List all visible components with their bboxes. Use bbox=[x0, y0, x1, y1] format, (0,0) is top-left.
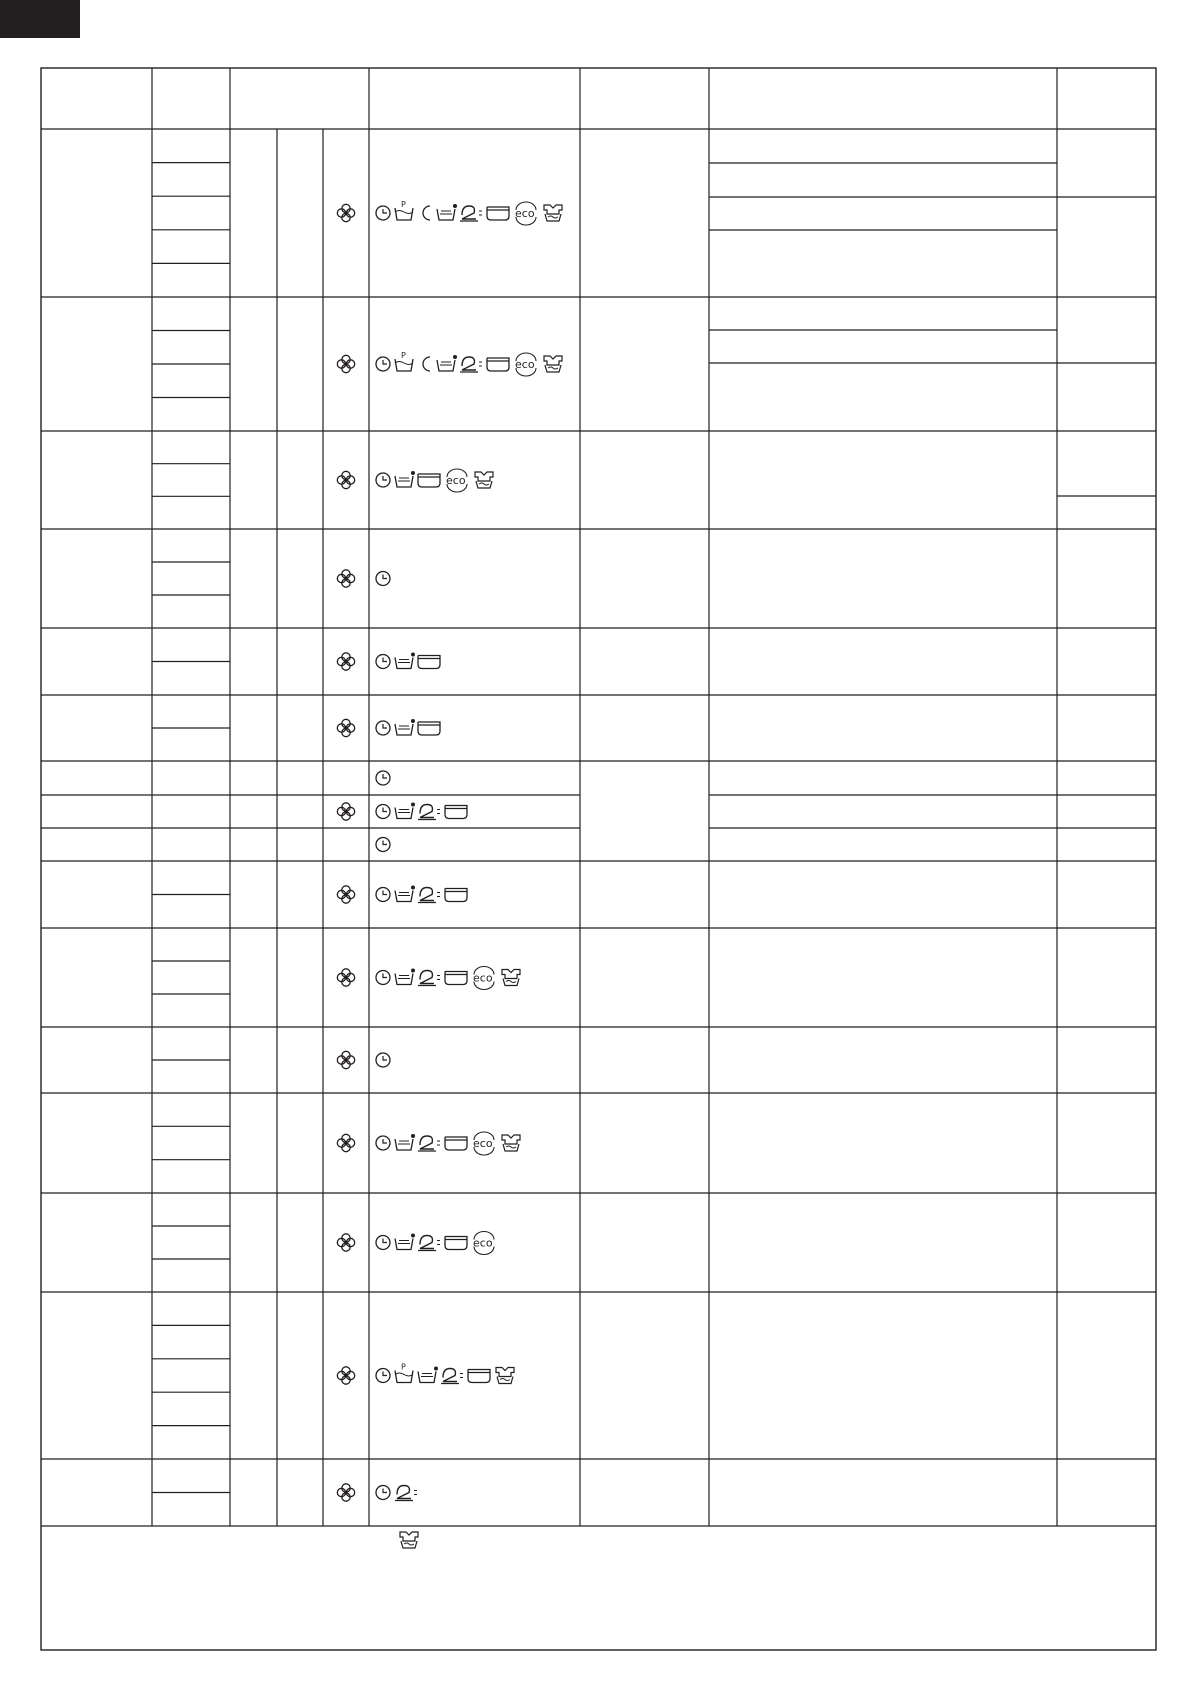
time-delay-icon bbox=[376, 805, 390, 819]
anti-crease-icon bbox=[502, 1135, 520, 1151]
extra-rinse-icon bbox=[418, 971, 440, 986]
spin-icon bbox=[337, 719, 354, 736]
anti-crease-icon bbox=[544, 356, 562, 372]
time-delay-icon bbox=[376, 1053, 390, 1067]
spin-icon bbox=[337, 1484, 354, 1501]
intensive-icon bbox=[437, 355, 457, 371]
anti-crease-icon bbox=[475, 472, 493, 488]
intensive-icon bbox=[395, 719, 415, 735]
time-delay-icon bbox=[376, 1136, 390, 1150]
rinse-hold-icon bbox=[445, 1237, 467, 1250]
time-delay-icon bbox=[376, 971, 390, 985]
rinse-hold-icon bbox=[487, 207, 509, 220]
intensive-icon bbox=[418, 1367, 438, 1383]
rinse-hold-icon bbox=[468, 1370, 490, 1383]
spin-icon bbox=[337, 471, 354, 488]
spin-icon bbox=[337, 803, 354, 820]
time-delay-icon bbox=[376, 572, 390, 586]
svg-text:P: P bbox=[401, 351, 406, 360]
spin-icon bbox=[337, 204, 354, 221]
spin-icon bbox=[337, 653, 354, 670]
intensive-icon bbox=[395, 1234, 415, 1250]
time-delay-icon bbox=[376, 771, 390, 785]
rinse-hold-icon bbox=[418, 656, 440, 669]
intensive-icon bbox=[395, 969, 415, 985]
anti-crease-icon bbox=[400, 1532, 418, 1548]
time-delay-icon bbox=[376, 1369, 390, 1383]
intensive-icon bbox=[395, 886, 415, 902]
night-icon bbox=[423, 357, 430, 371]
extra-rinse-icon bbox=[418, 1236, 440, 1251]
eco-icon bbox=[473, 1132, 494, 1155]
svg-text:eco: eco bbox=[473, 1137, 493, 1150]
rinse-hold-icon bbox=[445, 972, 467, 985]
spin-icon bbox=[337, 969, 354, 986]
extra-rinse-icon bbox=[460, 206, 482, 221]
extra-rinse-icon bbox=[441, 1369, 463, 1384]
svg-text:eco: eco bbox=[473, 1236, 493, 1250]
svg-text:eco: eco bbox=[446, 474, 466, 487]
rinse-hold-icon bbox=[445, 889, 467, 902]
time-delay-icon bbox=[376, 721, 390, 735]
table-border bbox=[41, 68, 1156, 1650]
spin-icon bbox=[337, 1051, 354, 1068]
rinse-hold-icon bbox=[418, 474, 440, 487]
extra-rinse-icon bbox=[460, 357, 482, 372]
intensive-icon bbox=[395, 653, 415, 669]
spin-icon bbox=[337, 570, 354, 587]
time-delay-icon bbox=[376, 1236, 390, 1250]
night-icon bbox=[423, 206, 430, 220]
eco-icon bbox=[515, 202, 536, 225]
svg-text:eco: eco bbox=[473, 971, 493, 985]
time-delay-icon bbox=[376, 838, 390, 852]
svg-text:P: P bbox=[401, 1362, 406, 1372]
time-delay-icon bbox=[376, 888, 390, 902]
spin-icon bbox=[337, 355, 354, 372]
anti-crease-icon bbox=[544, 205, 562, 221]
time-delay-icon bbox=[376, 206, 390, 220]
eco-icon bbox=[515, 353, 536, 376]
intensive-icon bbox=[395, 471, 415, 487]
extra-rinse-icon bbox=[418, 1136, 440, 1151]
eco-icon bbox=[446, 469, 467, 492]
anti-crease-icon bbox=[496, 1368, 514, 1384]
eco-icon bbox=[473, 1232, 494, 1255]
intensive-icon bbox=[395, 1134, 415, 1150]
svg-text:eco: eco bbox=[515, 358, 535, 371]
eco-icon bbox=[473, 967, 494, 990]
prewash-icon bbox=[395, 200, 413, 220]
time-delay-icon bbox=[376, 1486, 390, 1500]
extra-rinse-icon bbox=[418, 888, 440, 903]
rinse-hold-icon bbox=[418, 722, 440, 735]
time-delay-icon bbox=[376, 357, 390, 371]
rinse-hold-icon bbox=[445, 806, 467, 819]
prewash-icon bbox=[395, 1363, 413, 1383]
intensive-icon bbox=[437, 204, 457, 220]
extra-rinse-icon bbox=[418, 805, 440, 820]
svg-text:P: P bbox=[401, 200, 406, 209]
intensive-icon bbox=[395, 803, 415, 819]
rinse-hold-icon bbox=[487, 358, 509, 371]
spin-icon bbox=[337, 886, 354, 903]
svg-text:eco: eco bbox=[515, 207, 535, 220]
anti-crease-icon bbox=[502, 970, 520, 986]
spin-icon bbox=[337, 1134, 354, 1151]
prewash-icon bbox=[395, 351, 413, 371]
time-delay-icon bbox=[376, 473, 390, 487]
spin-icon bbox=[337, 1234, 354, 1251]
time-delay-icon bbox=[376, 655, 390, 669]
spin-icon bbox=[337, 1367, 354, 1384]
extra-rinse-icon bbox=[395, 1486, 417, 1501]
rinse-hold-icon bbox=[445, 1137, 467, 1150]
